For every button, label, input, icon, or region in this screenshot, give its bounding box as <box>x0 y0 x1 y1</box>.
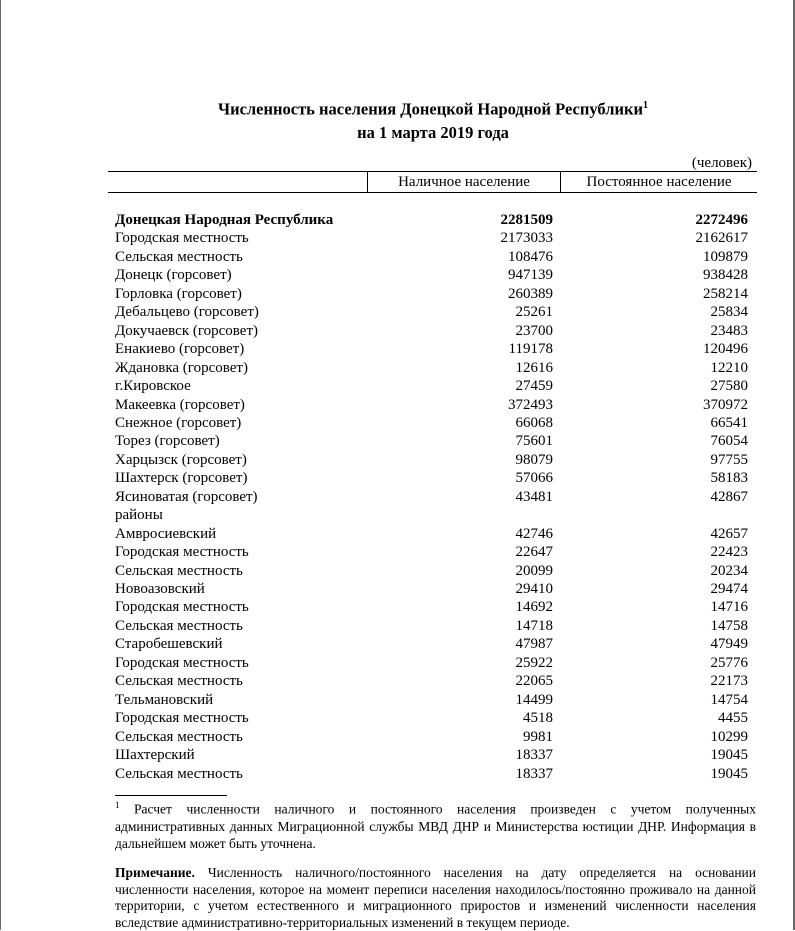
value-present: 2281509 <box>500 212 553 228</box>
value-present: 947139 <box>508 267 553 284</box>
row-name: Городская местность <box>115 710 249 727</box>
row-name: районы <box>115 507 163 524</box>
table-row <box>115 580 755 599</box>
value-permanent: 42657 <box>710 525 748 542</box>
note-label: Примечание. <box>115 865 195 880</box>
row-name: Шахтерский <box>115 747 195 764</box>
value-permanent: 29474 <box>710 581 748 597</box>
table-row <box>115 229 755 248</box>
table-header-rule <box>108 192 757 193</box>
value-present: 23700 <box>515 322 553 339</box>
value-present: 20099 <box>515 562 553 579</box>
row-name: Сельская местность <box>115 673 243 690</box>
table-row <box>115 248 755 267</box>
value-present: 57066 <box>515 470 553 487</box>
row-name: Сельская местность <box>115 562 243 579</box>
row-name: Амвросиевский <box>115 525 217 542</box>
table-row <box>115 396 755 415</box>
table-row <box>115 322 755 341</box>
value-permanent: 19045 <box>710 747 748 764</box>
value-permanent: 76054 <box>710 433 748 450</box>
title-line-2: на 1 марта 2019 года <box>357 122 509 142</box>
value-permanent: 22173 <box>710 673 748 690</box>
value-permanent: 23483 <box>710 322 748 339</box>
document-title <box>108 94 758 144</box>
value-present: 9981 <box>523 728 553 745</box>
table-row <box>115 746 755 765</box>
value-permanent: 12210 <box>710 359 748 376</box>
value-present: 66068 <box>515 414 553 431</box>
row-name: Донецкая Народная Республика <box>115 212 334 228</box>
value-present: 47987 <box>515 636 553 653</box>
value-permanent: 109879 <box>703 248 748 265</box>
value-permanent: 58183 <box>710 470 748 487</box>
value-present: 43481 <box>515 488 553 505</box>
value-permanent: 4455 <box>718 710 748 727</box>
footnote-separator <box>115 795 227 796</box>
value-present: 27459 <box>515 378 553 395</box>
row-name: Городская местность <box>115 599 249 616</box>
table-row <box>115 377 755 396</box>
value-present: 119178 <box>508 341 553 358</box>
value-present: 4518 <box>523 710 553 727</box>
column-header-present: Наличное население <box>398 174 530 190</box>
value-present: 14692 <box>515 599 553 616</box>
row-name: Харцызск (горсовет) <box>115 451 247 468</box>
value-permanent: 20234 <box>710 562 748 579</box>
title-footnote-mark: 1 <box>643 100 649 111</box>
table-row <box>115 525 755 544</box>
value-present: 260389 <box>508 285 553 302</box>
row-name: Докучаевск (горсовет) <box>115 322 258 339</box>
table-row <box>115 598 755 617</box>
row-name: Сельская местность <box>115 728 243 745</box>
table-row <box>115 617 755 636</box>
note <box>115 865 756 931</box>
value-present: 12616 <box>515 359 553 376</box>
row-name: Городская местность <box>115 654 249 671</box>
value-permanent: 14754 <box>710 691 748 708</box>
value-present: 14718 <box>515 617 553 634</box>
footnote-mark: 1 <box>115 800 120 810</box>
table-row <box>115 303 755 322</box>
table-row <box>115 488 755 507</box>
row-name: Городская местность <box>115 544 249 561</box>
row-name: Енакиево (горсовет) <box>115 341 245 358</box>
row-name: Ждановка (горсовет) <box>115 359 248 376</box>
value-present: 14499 <box>515 691 553 708</box>
value-permanent: 27580 <box>710 378 748 395</box>
row-name: Макеевка (горсовет) <box>115 396 245 413</box>
column-header-permanent: Постоянное население <box>586 174 732 190</box>
value-permanent: 14758 <box>710 617 748 634</box>
table-row <box>115 266 755 285</box>
value-permanent: 10299 <box>710 728 748 745</box>
table-row <box>115 635 755 654</box>
row-name: Сельская местность <box>115 248 243 265</box>
table-row <box>115 654 755 673</box>
value-present: 29410 <box>515 581 553 597</box>
table-row <box>115 340 755 359</box>
value-permanent: 2272496 <box>695 212 748 228</box>
row-name: Новоазовский <box>115 581 205 597</box>
table-row <box>115 451 755 470</box>
table-top-rule <box>108 171 757 172</box>
table-row <box>115 285 755 304</box>
table-row <box>115 543 755 562</box>
table-row <box>115 728 755 747</box>
value-permanent: 97755 <box>710 451 748 468</box>
row-name: Торез (горсовет) <box>115 433 220 450</box>
table-row <box>115 432 755 451</box>
row-name: Городская местность <box>115 230 249 247</box>
value-permanent: 2162617 <box>695 230 748 247</box>
row-name: Сельская местность <box>115 617 243 634</box>
row-name: г.Кировское <box>115 378 191 395</box>
value-permanent: 938428 <box>703 267 748 284</box>
row-name: Сельская местность <box>115 765 243 782</box>
value-present: 18337 <box>515 747 553 764</box>
row-name: Горловка (горсовет) <box>115 285 242 302</box>
value-present: 75601 <box>515 433 553 450</box>
value-present: 108476 <box>508 248 553 265</box>
value-present: 372493 <box>508 396 553 413</box>
title-line-1: Численность населения Донецкой Народной Республики <box>217 99 644 119</box>
footnote <box>115 797 756 852</box>
value-permanent: 66541 <box>710 414 748 431</box>
row-name: Тельмановский <box>115 691 214 708</box>
value-permanent: 47949 <box>710 636 748 653</box>
table-row <box>115 414 755 433</box>
value-permanent: 25834 <box>710 304 748 321</box>
value-permanent: 258214 <box>703 285 748 302</box>
row-name: Дебальцево (горсовет) <box>115 304 259 321</box>
value-permanent: 120496 <box>703 341 748 358</box>
table-row <box>115 672 755 691</box>
row-name: Старобешевский <box>115 636 223 653</box>
table-row <box>115 765 755 784</box>
table-row <box>115 562 755 581</box>
note-text: Численность наличного/постоянного населения на дату определяется на основании численности населения, которое на момент переписи населения находилось/постоянно проживало на данной территории, с учетом естественного и миграционного приростов и изменений численности населения вследствие административно-территориальных изменений в текущем периоде. <box>115 865 756 930</box>
value-present: 22065 <box>515 673 553 690</box>
value-present: 25261 <box>515 304 553 321</box>
value-present: 98079 <box>515 451 553 468</box>
table-row <box>115 691 755 710</box>
row-name: Ясиноватая (горсовет) <box>115 488 258 505</box>
value-permanent: 14716 <box>710 599 748 616</box>
table-row <box>115 709 755 728</box>
row-name: Шахтерск (горсовет) <box>115 470 248 487</box>
value-present: 22647 <box>515 544 553 561</box>
value-permanent: 25776 <box>710 654 748 671</box>
value-present: 42746 <box>515 525 553 542</box>
value-present: 2173033 <box>500 230 553 247</box>
table-row <box>115 359 755 378</box>
row-name: Донецк (горсовет) <box>115 267 232 284</box>
table-row <box>115 506 755 525</box>
value-permanent: 370972 <box>703 396 748 413</box>
page-border-left <box>0 0 1 930</box>
table-row <box>115 211 755 230</box>
value-present: 25922 <box>515 654 553 671</box>
footnote-text: Расчет численности наличного и постоянного населения произведен с учетом полученных административных данных Миграционной службы МВД ДНР и Министерства юстиции ДНР. Информация в дальнейшем может быть уточнена. <box>115 801 757 851</box>
value-permanent: 22423 <box>710 544 748 561</box>
value-present: 18337 <box>515 765 553 782</box>
row-name: Снежное (горсовет) <box>115 414 242 431</box>
value-permanent: 42867 <box>710 488 748 505</box>
table-row <box>115 469 755 488</box>
value-permanent: 19045 <box>710 765 748 782</box>
units-label: (человек) <box>691 155 752 171</box>
